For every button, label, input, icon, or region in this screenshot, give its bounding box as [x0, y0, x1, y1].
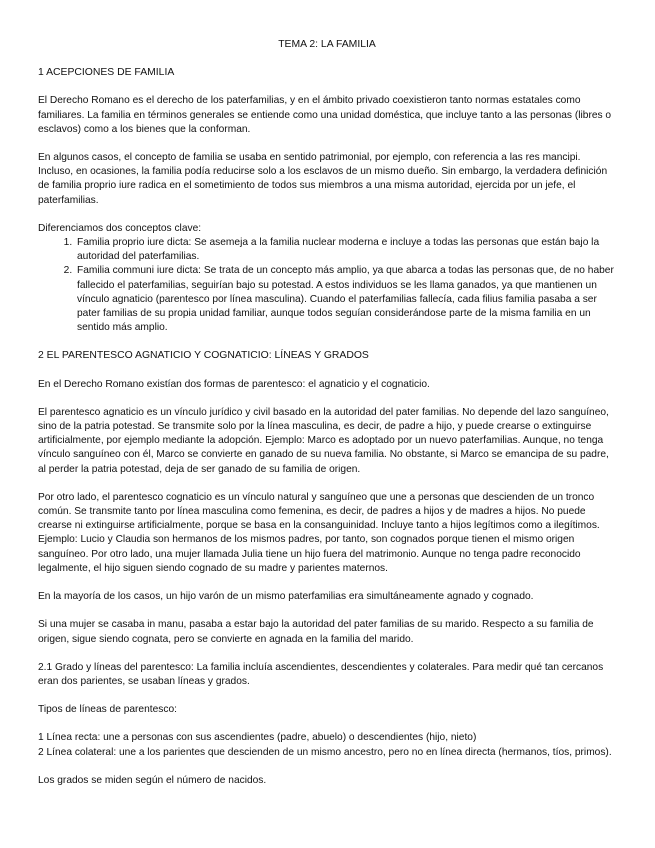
paragraph: El parentesco agnaticio es un vínculo jurídico y civil basado en la autoridad del pater familias. No depende del lazo sanguíneo, sino de la patria potestad. Se transmite solo por la línea masculina, es decir, de padre a hijo, y puede crearse o extinguirse artificialmente, por ejemplo mediante la adopción. Ejemplo: Marco es adoptado por un nuevo paterfamilias. Aunque, no tenga vínculo sanguíneo con él, Marco se convierte en ganado de su nueva familia. No obstante, si Marco se emancipa de su padre, al perder la patria potestad, deja de ser ganado de su familia de origen. — [38, 406, 609, 475]
document-page — [38, 38, 616, 802]
line-type-2: 2 Línea colateral: une a los parientes que descienden de un mismo ancestro, pero no en línea directa (hermanos, tíos, primos). — [38, 746, 612, 758]
section-1-heading: 1 ACEPCIONES DE FAMILIA — [38, 67, 175, 79]
concept-list — [38, 236, 616, 335]
document-title: TEMA 2: LA FAMILIA — [278, 39, 376, 50]
paragraph: En algunos casos, el concepto de familia se usaba en sentido patrimonial, por ejemplo, con referencia a las res mancipi. Incluso, en ocasiones, la familia podía reducirse solo a los esclavos de un mismo dueño. Sin embargo, la verdadera definición de familia proprio iure radica en el sometimiento de todos sus miembros a una misma autoridad, ejercida por un jefe, el paterfamilias. — [38, 152, 608, 206]
list-item: 1. Familia proprio iure dicta: Se asemeja a la familia nuclear moderna e incluye a todas las personas que están bajo la autoridad del paterfamilias. — [75, 236, 616, 264]
line-type-1: 1 Línea recta: une a personas con sus ascendientes (padre, abuelo) o descendientes (hijo, nieto) — [38, 732, 477, 744]
list-item: 2. Familia communi iure dicta: Se trata de un concepto más amplio, ya que abarca a todas las personas que, de no haber fallecido el paterfamilias, seguirían bajo su potestad. A estos individuos se les llama ganados, ya que mantienen un vínculo agnaticio (parentesco por línea masculina). Cuando el paterfamilias fallecía, cada filius familia pasaba a ser pater familias de su propia unidad familiar, aunque todos seguían considerándose parte de la misma familia en un sentido más amplio. — [75, 264, 616, 335]
section-2-heading: 2 EL PARENTESCO AGNATICIO Y COGNATICIO: LÍNEAS Y GRADOS — [38, 350, 369, 362]
paragraph: En el Derecho Romano existían dos formas de parentesco: el agnaticio y el cognaticio. — [38, 378, 430, 390]
paragraph: Los grados se miden según el número de nacidos. — [38, 774, 267, 786]
paragraph: Por otro lado, el parentesco cognaticio es un vínculo natural y sanguíneo que une a personas que descienden de un tronco común. Se transmite tanto por línea masculina como femenina, es decir, de padres a hijos y de madres a hijos. No puede crearse ni extinguirse artificialmente, porque se basa en la consanguinidad. Incluye tanto a hijos legítimos como a ilegítimos. Ejemplo: Lucio y Claudia son hermanos de los mismos padres, por tanto, son cognados porque tienen el mismo origen sanguíneo. Por otro lado, una mujer llamada Julia tiene un hijo fuera del matrimonio. Aunque no tenga padre reconocido legalmente, el hijo siguen siendo cognado de su madre y parientes maternos. — [38, 491, 600, 574]
paragraph: Si una mujer se casaba in manu, pasaba a estar bajo la autoridad del pater familias de su marido. Respecto a su familia de origen, sigue siendo cognata, pero se convierte en agnada en la familia del marido. — [38, 619, 594, 645]
list-intro: Diferenciamos dos conceptos clave: — [38, 222, 202, 234]
paragraph: En la mayoría de los casos, un hijo varón de un mismo paterfamilias era simultáneamente agnado y cognado. — [38, 591, 534, 603]
subsection-2-1-paragraph: 2.1 Grado y líneas del parentesco: La familia incluía ascendientes, descendientes y colaterales. Para medir qué tan cercanos eran dos parientes, se usaban líneas y grados. — [38, 661, 604, 687]
lines-intro: Tipos de líneas de parentesco: — [38, 704, 177, 716]
paragraph: El Derecho Romano es el derecho de los paterfamilias, y en el ámbito privado coexistieron tanto normas estatales como familiares. La familia en términos generales se entiende como una unidad doméstica, que incluye tanto a las personas (libres o esclavos) como a los bienes que la conforman. — [38, 95, 612, 135]
